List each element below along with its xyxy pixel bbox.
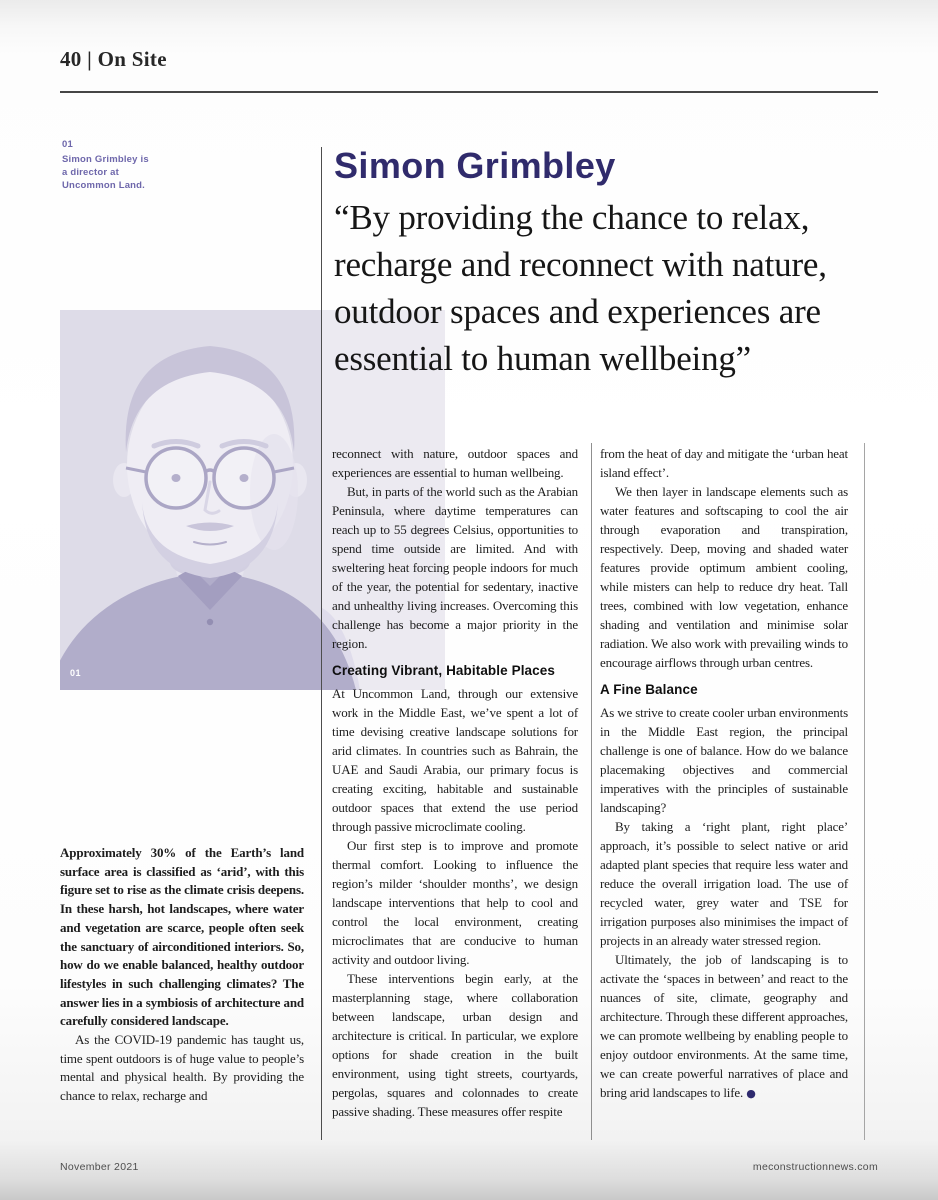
- paragraph: from the heat of day and mitigate the ‘urban heat island effect’.: [600, 446, 848, 480]
- photo-caption-index: 01: [62, 139, 73, 150]
- paragraph: But, in parts of the world such as the Arabian Peninsula, where daytime temperatures can reach up to 55 degrees Celsius, opportunities to spend time outside are limited. And with sweltering heat forcing people indoors for much of the year, the potential for sedentary, inactive and unhealthy living increases. Overcoming this challenge has become a major priority in the region.: [332, 484, 578, 651]
- header-rule: [60, 91, 878, 93]
- paragraph: [600, 950, 848, 1103]
- section-heading: Creating Vibrant, Habitable Places: [332, 663, 555, 678]
- paragraph: By taking a ‘right plant, right place’ approach, it’s possible to select native or arid adapted plant species that require less water and reduce the overall irrigation load. The use of recycled water, grey water and TSE for irrigation purposes also minimises the impact of projects in an already water stressed region.: [600, 819, 848, 948]
- article-column-right: [600, 444, 848, 1103]
- end-of-article-icon: ●: [746, 1087, 756, 1100]
- column-rule-left: [321, 147, 322, 1140]
- paragraph: Our first step is to improve and promote thermal comfort. Looking to influence the region’s milder ‘shoulder months’, we design landscape interventions that help to cool and control the local environment, creating microclimates that are conducive to human activity and outdoor living.: [332, 838, 578, 967]
- paragraph: reconnect with nature, outdoor spaces and experiences are essential to human wellbeing.: [332, 446, 578, 480]
- article-column-left: [60, 844, 304, 1106]
- footer-website: meconstructionnews.com: [752, 1161, 878, 1173]
- page-header-label: 40 | On Site: [60, 47, 167, 71]
- column-rule-middle: [591, 443, 592, 1140]
- photo-caption-text: Simon Grimbley is a director at Uncommon Land.: [62, 154, 149, 191]
- paragraph: At Uncommon Land, through our extensive work in the Middle East, we’ve spent a lot of time devising creative landscape solutions for arid climates. In countries such as Bahrain, the UAE and Saudi Arabia, our primary focus is creating exciting, habitable and sustainable outdoor spaces that extend the use period through passive microclimate cooling.: [332, 686, 578, 834]
- paragraph: These interventions begin early, at the masterplanning stage, where collaboration between landscape, urban design and architecture is critical. In particular, we explore options for shade creation in the built environment, using tight streets, courtyards, pergolas, squares and colonnades to create passive shading. These measures offer respite: [332, 971, 578, 1119]
- section-heading: A Fine Balance: [600, 682, 698, 697]
- photo-caption: [62, 138, 154, 192]
- pull-quote: “By providing the chance to relax, recharge and reconnect with nature, outdoor spaces and experiences are essential to human wellbeing”: [334, 198, 827, 378]
- footer-date: November 2021: [60, 1161, 139, 1173]
- column-rule-right: [864, 443, 865, 1140]
- author-title: Simon Grimbley: [334, 145, 616, 186]
- paragraph: As the COVID-19 pandemic has taught us, time spent outdoors is of huge value to people’s mental and physical health. By providing the chance to relax, recharge and: [60, 1032, 304, 1104]
- paragraph: Approximately 30% of the Earth’s land surface area is classified as ‘arid’, with this figure set to rise as the climate crisis deepens. In these harsh, hot landscapes, where water and vegetation are scarce, people often seek the sanctuary of airconditioned interiors. So, how do we enable balanced, healthy outdoor lifestyles in such challenging climates? The answer lies in a symbiosis of architecture and carefully considered landscape.: [60, 845, 304, 1029]
- paragraph: We then layer in landscape elements such as water features and softscaping to cool the air through evaporation and transpiration, respectively. Deep, moving and shaded water features provide optimum ambient cooling, while misters can help to reduce dry heat. Tall trees, combined with low vegetation, enhance shading and ventilation and minimise solar radiation. We also work with prevailing winds to encourage airflows through urban centres.: [600, 484, 848, 670]
- paragraph: As we strive to create cooler urban environments in the Middle East region, the principal challenge is one of balance. How do we balance placemaking objectives and commercial imperatives with the principles of sustainable landscaping?: [600, 705, 849, 815]
- photo-number-badge: 01: [70, 668, 82, 678]
- article-column-middle: [332, 444, 578, 1121]
- paragraph-text: Ultimately, the job of landscaping is to activate the ‘spaces in between’ and react to the nuances of site, climate, geography and architecture. Through these different approaches, we can promote wellbeing by enabling people to enjoy outdoor environments. At the same time, we can create powerful narratives of place and bring arid landscapes to life.: [600, 952, 848, 1100]
